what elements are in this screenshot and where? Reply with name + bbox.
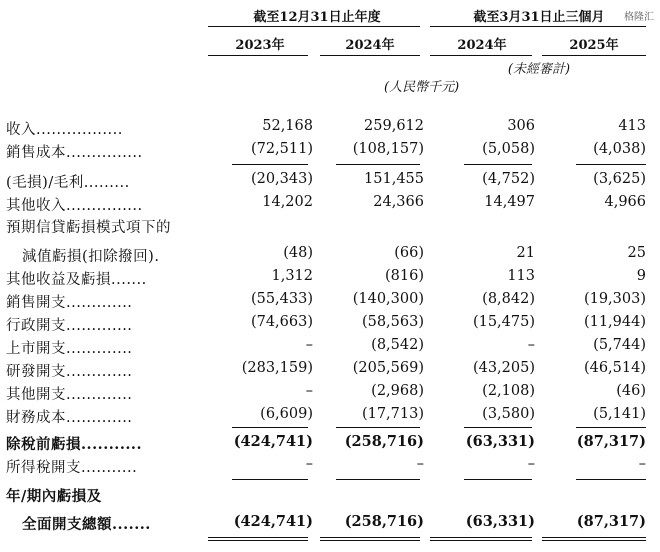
cell: 9: [636, 268, 646, 284]
cell: (283,159): [241, 360, 313, 376]
unaudited-note: (未經審計): [507, 62, 571, 77]
subtotal-rule: [232, 479, 308, 480]
cell: (205,569): [352, 360, 424, 376]
cell: (258,716): [344, 433, 424, 450]
row-label-income-tax: 所得稅開支...........: [6, 460, 138, 476]
total-double-rule: [542, 540, 646, 541]
row-label-other-expenses: 其他開支.............: [6, 387, 133, 403]
cell: (17,713): [361, 406, 424, 422]
cell: (63,331): [465, 433, 535, 450]
cell: 151,455: [364, 171, 424, 187]
cell: –: [305, 456, 313, 472]
subtotal-rule: [336, 164, 420, 165]
year-header-2: 2024年: [345, 38, 395, 53]
row-label-rnd: 研發開支.............: [6, 364, 133, 380]
cell: (3,625): [593, 171, 646, 187]
subtotal-rule: [576, 479, 646, 480]
cell: –: [305, 337, 313, 353]
header-group-year: 截至12月31日止年度: [253, 10, 381, 25]
cell: (8,842): [482, 291, 535, 307]
cell: (46,514): [583, 360, 646, 376]
group-rule-quarter: [430, 26, 646, 27]
cell: (46): [616, 383, 646, 399]
year-rule-2: [320, 55, 420, 56]
cell: 14,497: [484, 194, 535, 210]
row-label-gross-profit: (毛損)/毛利.........: [6, 175, 130, 191]
group-rule-year: [208, 26, 420, 27]
cell: (258,716): [344, 513, 424, 530]
cell: –: [416, 456, 424, 472]
cell: (5,141): [593, 406, 646, 422]
cell: 52,168: [262, 118, 313, 134]
cell: (11,944): [583, 314, 646, 330]
subtotal-rule: [232, 427, 308, 428]
cell: (108,157): [352, 141, 424, 157]
year-rule-1: [208, 55, 308, 56]
row-label-cost-of-sales: 銷售成本...............: [6, 145, 143, 161]
total-double-rule: [430, 537, 532, 538]
year-rule-3: [430, 55, 532, 56]
total-double-rule: [430, 540, 532, 541]
cell: (19,303): [583, 291, 646, 307]
cell: –: [527, 456, 535, 472]
cell: (87,317): [576, 513, 646, 530]
cell: (20,343): [250, 171, 313, 187]
cell: 413: [618, 118, 646, 134]
cell: –: [305, 383, 313, 399]
row-label-other-income: 其他收入...............: [6, 198, 143, 214]
cell: 24,366: [373, 194, 424, 210]
row-label-impairment: 減值虧損(扣除撥回).: [22, 249, 160, 265]
subtotal-rule: [336, 427, 420, 428]
row-label-total-heading: 年/期內虧損及: [6, 488, 102, 505]
cell: (87,317): [576, 433, 646, 450]
cell: (2,968): [371, 383, 424, 399]
row-label-total-comprehensive: 全面開支總額.......: [22, 516, 151, 533]
watermark-logo: 格隆汇: [624, 12, 654, 23]
cell: 113: [507, 268, 535, 284]
row-label-other-gains: 其他收益及虧損.......: [6, 272, 147, 288]
subtotal-rule: [464, 164, 532, 165]
cell: (140,300): [352, 291, 424, 307]
cell: 259,612: [364, 118, 424, 134]
subtotal-rule: [464, 427, 532, 428]
cell: 4,966: [604, 194, 646, 210]
cell: (15,475): [472, 314, 535, 330]
row-label-loss-before-tax: 除稅前虧損...........: [6, 436, 143, 453]
cell: (816): [385, 268, 424, 284]
cell: (4,752): [482, 171, 535, 187]
currency-note: (人民幣千元): [384, 80, 460, 95]
row-label-finance-costs: 財務成本.............: [6, 410, 133, 426]
cell: 21: [516, 245, 535, 261]
row-label-selling: 銷售開支.............: [6, 295, 133, 311]
cell: (74,663): [250, 314, 313, 330]
cell: (66): [394, 245, 424, 261]
year-header-1: 2023年: [235, 38, 285, 53]
row-label-admin: 行政開支.............: [6, 318, 133, 334]
cell: (48): [283, 245, 313, 261]
cell: 306: [507, 118, 535, 134]
cell: (63,331): [465, 513, 535, 530]
row-label-revenue: 收入.................: [6, 122, 123, 138]
cell: (4,038): [593, 141, 646, 157]
row-label-ecl-heading: 預期信貸虧損模式項下的: [6, 220, 171, 236]
cell: (424,741): [233, 433, 313, 450]
total-double-rule: [542, 537, 646, 538]
year-rule-4: [542, 55, 646, 56]
cell: 25: [627, 245, 646, 261]
cell: (2,108): [482, 383, 535, 399]
subtotal-rule: [464, 479, 532, 480]
cell: 14,202: [262, 194, 313, 210]
row-label-listing: 上市開支.............: [6, 341, 133, 357]
cell: (3,580): [482, 406, 535, 422]
cell: (58,563): [361, 314, 424, 330]
cell: (5,058): [482, 141, 535, 157]
cell: –: [638, 456, 646, 472]
subtotal-rule: [336, 479, 420, 480]
cell: (8,542): [371, 337, 424, 353]
total-double-rule: [320, 540, 420, 541]
year-header-4: 2025年: [569, 38, 619, 53]
cell: (72,511): [250, 141, 313, 157]
cell: (55,433): [250, 291, 313, 307]
cell: (6,609): [260, 406, 313, 422]
subtotal-rule: [576, 427, 646, 428]
cell: (424,741): [233, 513, 313, 530]
subtotal-rule: [232, 164, 308, 165]
total-double-rule: [320, 537, 420, 538]
header-group-quarter: 截至3月31日止三個月: [473, 10, 605, 25]
total-double-rule: [208, 540, 308, 541]
year-header-3: 2024年: [457, 38, 507, 53]
subtotal-rule: [576, 164, 646, 165]
cell: –: [527, 337, 535, 353]
cell: 1,312: [271, 268, 313, 284]
total-double-rule: [208, 537, 308, 538]
cell: (43,205): [472, 360, 535, 376]
cell: (5,744): [593, 337, 646, 353]
